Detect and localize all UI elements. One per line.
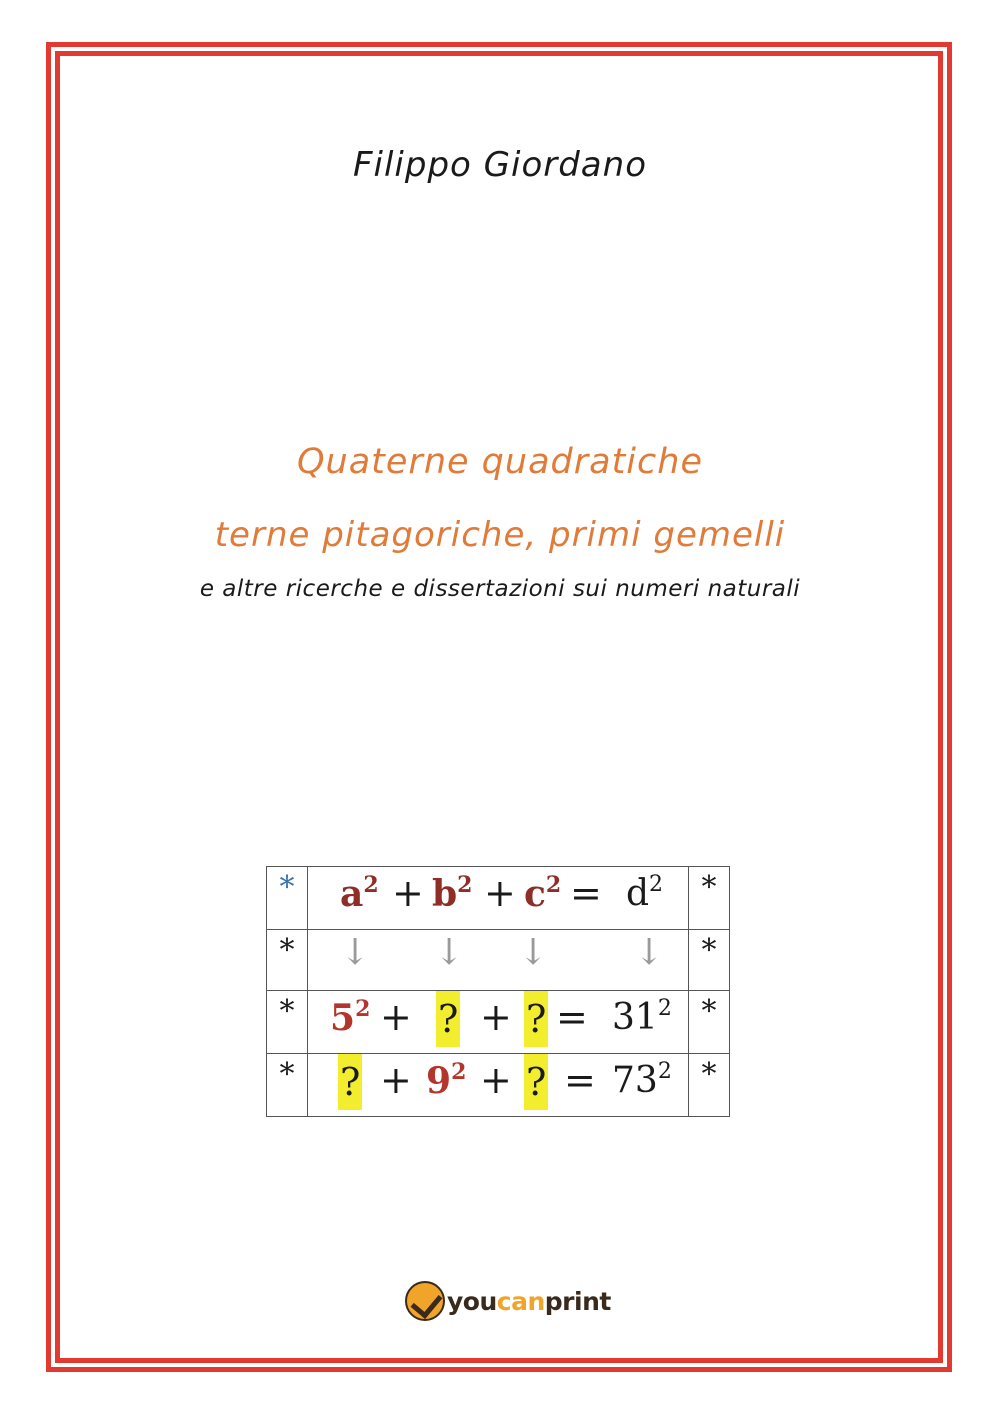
plus-1: + <box>392 871 424 915</box>
formula-row-general <box>267 867 730 930</box>
formula-table <box>266 866 730 1117</box>
exp-73: 2 <box>657 1059 672 1084</box>
exp-five: 2 <box>355 996 371 1022</box>
cover-frame-outer <box>46 42 952 1372</box>
plus-2: + <box>484 871 516 915</box>
cover-frame-inner <box>55 51 943 1363</box>
plus-1: + <box>380 1058 412 1102</box>
result-31: 31 <box>612 997 658 1038</box>
result-73: 73 <box>612 1060 658 1101</box>
logo-text-print: print <box>544 1286 611 1316</box>
unknown-c-highlight: ? <box>524 1054 548 1110</box>
arrow-down-b: ↓ <box>434 932 465 973</box>
logo-text-can: can <box>496 1286 545 1316</box>
arrow-down-d: ↓ <box>634 932 665 973</box>
book-subtitle: terne pitagoriche, primi gemelli <box>214 515 786 555</box>
publisher-name <box>447 1287 611 1316</box>
logo-text-you: you <box>447 1286 497 1316</box>
equals-1: = <box>570 871 602 915</box>
plus-1: + <box>380 995 412 1039</box>
equals-1: = <box>564 1058 596 1102</box>
row-star-left: * <box>267 867 308 930</box>
exp-nine: 2 <box>451 1059 467 1085</box>
row-star-right: * <box>689 991 730 1054</box>
formula-row-arrows <box>267 930 730 991</box>
youcanprint-logo-icon <box>405 1281 445 1321</box>
row-star-left: * <box>267 930 308 991</box>
formula-row-example-1 <box>267 991 730 1054</box>
exp-c: 2 <box>545 872 562 898</box>
var-c: c <box>524 873 546 915</box>
row-star-left: * <box>267 1054 308 1117</box>
arrow-down-a: ↓ <box>340 932 371 973</box>
author-name: Filippo Giordano <box>352 145 647 185</box>
exp-31: 2 <box>657 996 672 1021</box>
publisher-logo <box>405 1278 611 1324</box>
value-five: 5 <box>330 997 356 1039</box>
exp-a: 2 <box>363 872 379 898</box>
exp-d: 2 <box>649 872 664 897</box>
row-star-right: * <box>689 867 730 930</box>
exp-b: 2 <box>457 872 473 898</box>
unknown-a-highlight: ? <box>338 1054 362 1110</box>
book-title: Quaterne quadratiche <box>297 442 703 482</box>
book-tagline: e altre ricerche e dissertazioni sui numeri naturali <box>199 576 801 602</box>
row-star-right: * <box>689 1054 730 1117</box>
var-a: a <box>340 873 364 915</box>
var-b: b <box>432 873 458 915</box>
value-nine: 9 <box>426 1060 452 1102</box>
unknown-c-highlight: ? <box>524 991 548 1047</box>
row-star-right: * <box>689 930 730 991</box>
var-d: d <box>626 873 650 914</box>
unknown-b-highlight: ? <box>436 991 460 1047</box>
arrow-down-c: ↓ <box>518 932 549 973</box>
plus-2: + <box>480 995 512 1039</box>
plus-2: + <box>480 1058 512 1102</box>
row-star-left: * <box>267 991 308 1054</box>
equals-1: = <box>556 995 588 1039</box>
formula-row-example-2 <box>267 1054 730 1117</box>
